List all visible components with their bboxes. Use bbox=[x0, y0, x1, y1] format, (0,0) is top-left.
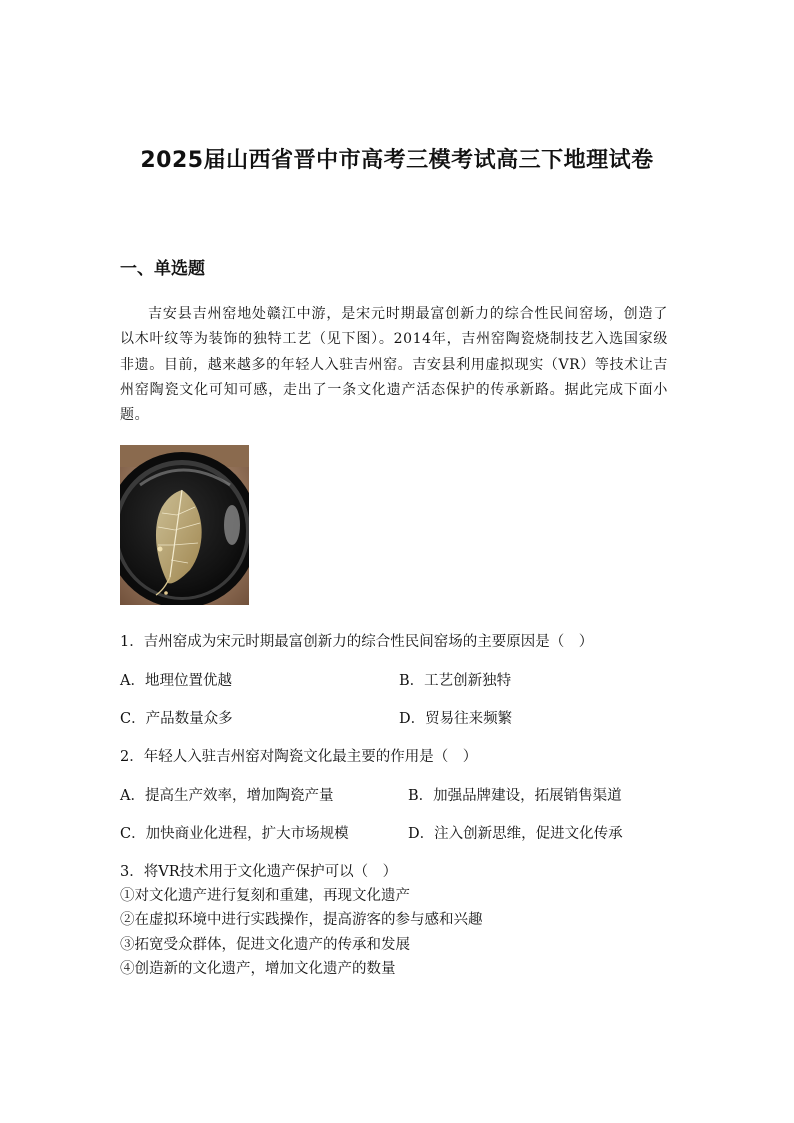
q1-option-c[interactable]: C．产品数量众多 bbox=[120, 711, 233, 727]
q3-statement-4: ④创造新的文化遗产，增加文化遗产的数量 bbox=[120, 961, 396, 977]
q2-option-a[interactable]: A．提高生产效率，增加陶瓷产量 bbox=[120, 788, 334, 804]
document-title: 2025届山西省晋中市高考三模考试高三下地理试卷 bbox=[140, 148, 654, 173]
bowl-photo-illustration bbox=[120, 445, 249, 605]
q2-option-b[interactable]: B．加强品牌建设，拓展销售渠道 bbox=[408, 788, 622, 804]
section-heading: 一、单选题 bbox=[120, 259, 205, 279]
q1-option-a[interactable]: A．地理位置优越 bbox=[120, 673, 232, 689]
question-3-stem: 3．将VR技术用于文化遗产保护可以（ ） bbox=[120, 864, 398, 880]
q3-statement-1: ①对文化遗产进行复刻和重建，再现文化遗产 bbox=[120, 888, 410, 904]
q1-option-d[interactable]: D．贸易往来频繁 bbox=[399, 711, 513, 727]
q3-statement-3: ③拓宽受众群体，促进文化遗产的传承和发展 bbox=[120, 937, 410, 953]
reading-passage: 吉安县吉州窑地处赣江中游，是宋元时期最富创新力的综合性民间窑场，创造了以木叶纹等为装饰的独特工艺（见下图）。2014年，吉州窑陶瓷烧制技艺入选国家级非遗。目前，越来越多的年轻人入驻吉州窑。吉安县利用虚拟现实（VR）等技术让吉州窑陶瓷文化可知可感，走出了一条文化遗产活态保护的传承新路。据此完成下面小题。 bbox=[120, 306, 668, 424]
question-2-stem: 2．年轻人入驻吉州窑对陶瓷文化最主要的作用是（ ） bbox=[120, 749, 478, 765]
question-1-stem: 1．吉州窑成为宋元时期最富创新力的综合性民间窑场的主要原因是（ ） bbox=[120, 634, 594, 650]
q2-option-d[interactable]: D．注入创新思维，促进文化传承 bbox=[408, 826, 623, 842]
q2-option-c[interactable]: C．加快商业化进程，扩大市场规模 bbox=[120, 826, 349, 842]
q1-option-b[interactable]: B．工艺创新独特 bbox=[399, 673, 512, 689]
leaf-pattern-bowl-photo bbox=[120, 445, 249, 605]
q3-statement-2: ②在虚拟环境中进行实践操作，提高游客的参与感和兴趣 bbox=[120, 912, 483, 928]
